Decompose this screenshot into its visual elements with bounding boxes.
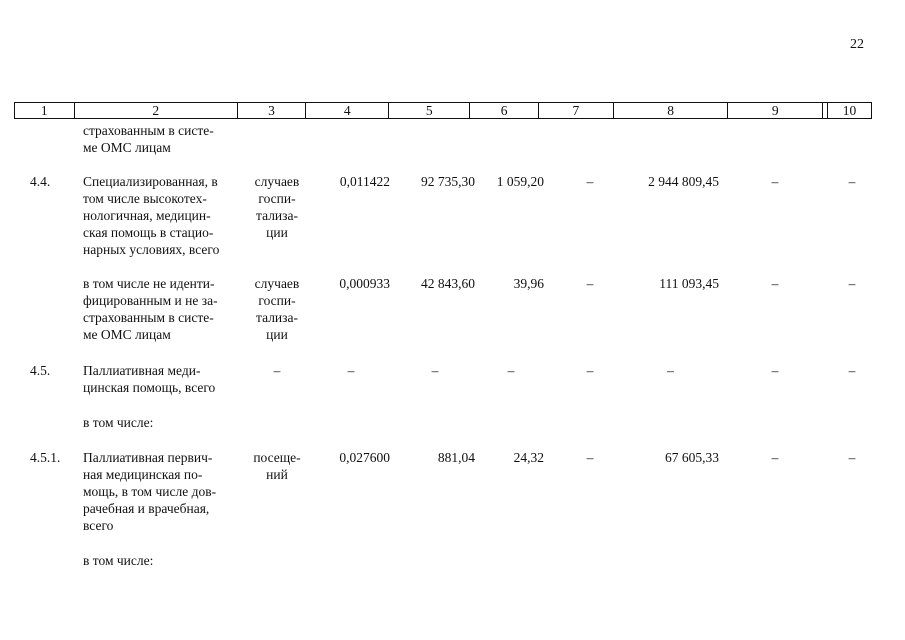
- row-value-col6: 1 059,20: [496, 174, 544, 189]
- row-value-col7: –: [586, 276, 594, 291]
- row-value-col5: 42 843,60: [421, 276, 475, 291]
- header-col-4: 4: [306, 103, 389, 118]
- row-number: 4.4.: [30, 174, 51, 189]
- row-value-col5: –: [431, 363, 439, 378]
- row-value-col6: 24,32: [513, 450, 544, 465]
- row-value-col6: 39,96: [513, 276, 544, 291]
- header-col-1: 1: [15, 103, 75, 118]
- row-value-col10: –: [848, 450, 856, 465]
- row-value-col7: –: [586, 363, 594, 378]
- row-value-col9: –: [771, 276, 779, 291]
- row-value-col9: –: [771, 450, 779, 465]
- row-value-col10: –: [848, 174, 856, 189]
- row-unit: случаев госпи- тализа- ции: [254, 276, 300, 342]
- row-name: Паллиативная меди- цинская помощь, всего: [83, 363, 216, 395]
- header-col-6: 6: [470, 103, 538, 118]
- row-value-col4: 0,027600: [339, 450, 390, 465]
- row-value-col5: 92 735,30: [421, 174, 475, 189]
- row-name: страхованным в систе- ме ОМС лицам: [83, 123, 214, 155]
- header-col-10: 10: [842, 103, 857, 118]
- row-value-col4: 0,011422: [339, 174, 390, 189]
- row-value-col10: –: [848, 363, 856, 378]
- row-number: 4.5.: [30, 363, 51, 378]
- row-number: 4.5.1.: [30, 450, 61, 465]
- row-value-col8: 2 944 809,45: [648, 174, 719, 189]
- row-unit: –: [273, 363, 281, 378]
- row-name: в том числе:: [83, 553, 154, 568]
- table-header-row: [14, 102, 872, 119]
- row-name: Специализированная, в том числе высокотех- нологичная, медицин- ская помощь в стацио- нарных условиях, всего: [83, 174, 220, 257]
- row-value-col10: –: [848, 276, 856, 291]
- row-value-col8: 111 093,45: [659, 276, 719, 291]
- row-unit: случаев госпи- тализа- ции: [254, 174, 300, 240]
- row-value-col7: –: [586, 450, 594, 465]
- header-col-8: 8: [614, 103, 728, 118]
- header-col-9: 9: [728, 103, 823, 118]
- header-col-2: 2: [75, 103, 238, 118]
- row-name: Паллиативная первич- ная медицинская по- мощь, в том числе дов- рачебная и врачебная, всего: [83, 450, 217, 533]
- row-value-col6: –: [507, 363, 515, 378]
- header-col-3: 3: [238, 103, 306, 118]
- row-value-col8: –: [667, 363, 674, 378]
- row-value-col8: 67 605,33: [665, 450, 719, 465]
- row-value-col7: –: [586, 174, 594, 189]
- row-value-col9: –: [771, 363, 779, 378]
- row-name: в том числе не иденти- фицированным и не за- страхованным в систе- ме ОМС лицам: [83, 276, 218, 342]
- header-col-5: 5: [389, 103, 470, 118]
- row-name: в том числе:: [83, 415, 154, 430]
- row-value-col5: 881,04: [437, 450, 475, 465]
- page-number: 22: [850, 37, 864, 52]
- row-value-col9: –: [771, 174, 779, 189]
- row-unit: посеще- ний: [253, 450, 301, 482]
- row-value-col4: 0,000933: [339, 276, 390, 291]
- header-col-7: 7: [539, 103, 614, 118]
- row-value-col4: –: [347, 363, 355, 378]
